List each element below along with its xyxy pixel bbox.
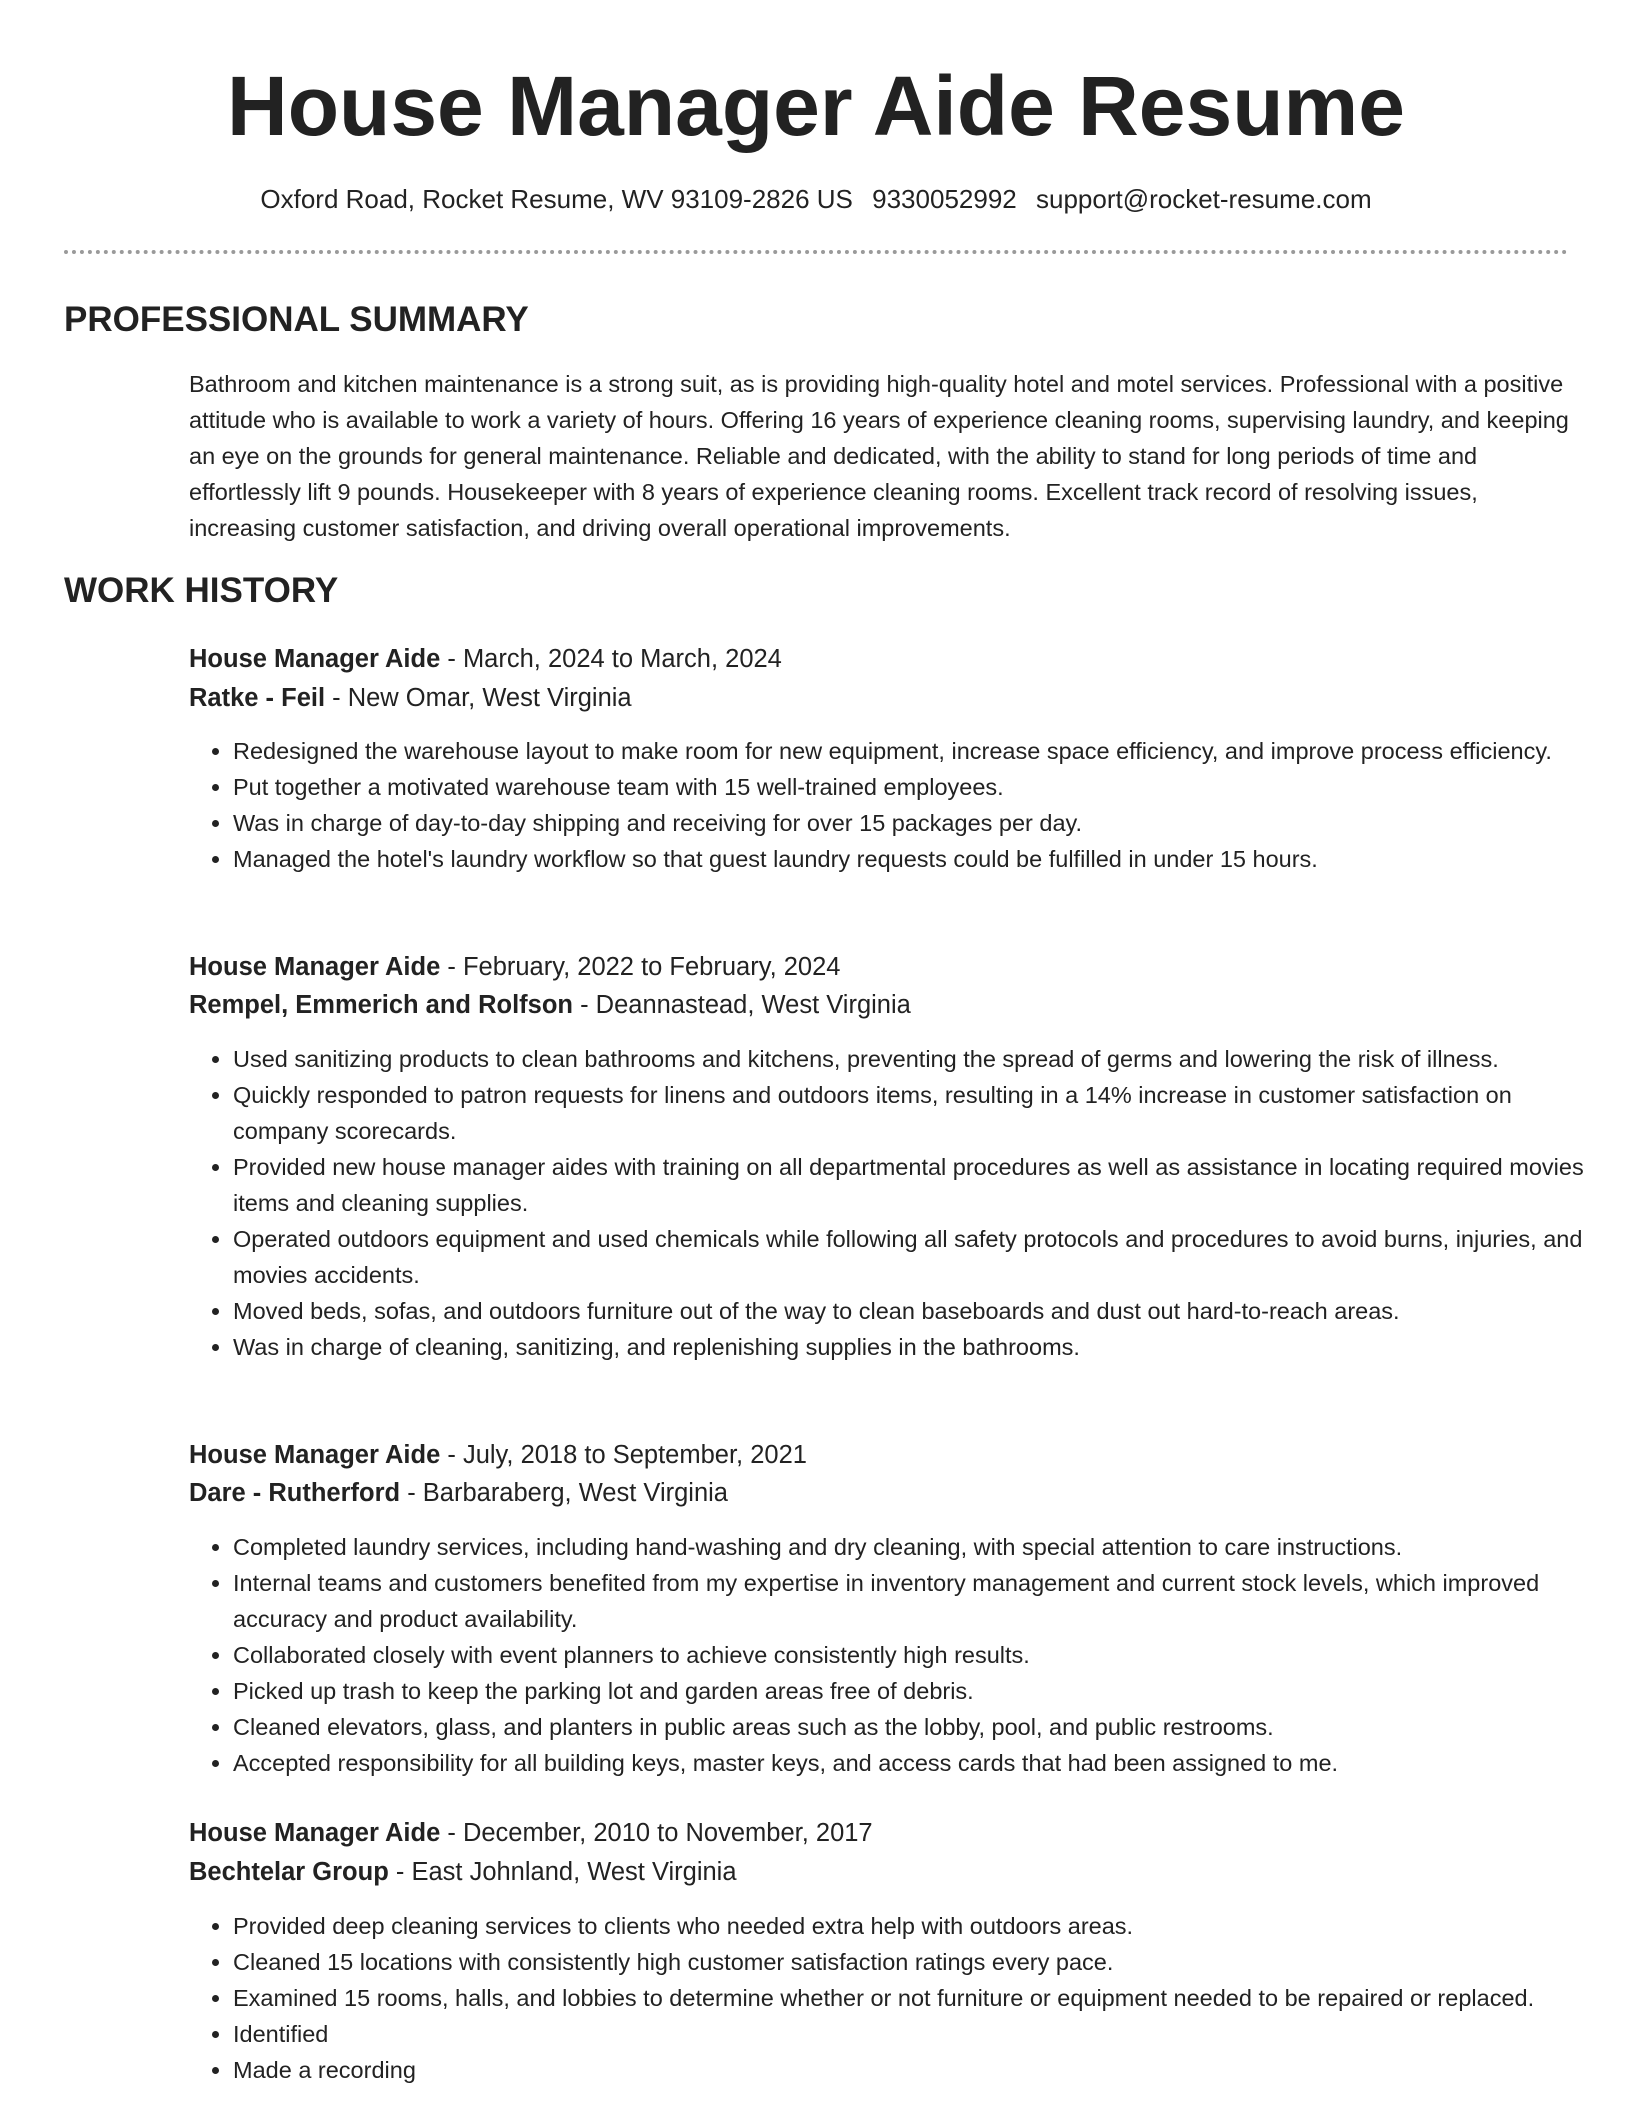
job-company-line [189, 1855, 737, 1889]
list-item: • Identified [233, 2016, 1613, 2052]
header-divider [64, 250, 1568, 254]
job-company: Rempel, Emmerich and Rolfson [189, 991, 573, 1019]
work-history-heading: WORK HISTORY [64, 571, 339, 610]
list-item: • Moved beds, sofas, and outdoors furniture out of the way to clean baseboards and dust out hard-to-reach areas. [233, 1293, 1613, 1329]
job-title: House Manager Aide [189, 645, 441, 673]
list-item: • Used sanitizing products to clean bathrooms and kitchens, preventing the spread of germs and lowering the risk of illness. [233, 1041, 1613, 1077]
list-item: • Put together a motivated warehouse team with 15 well-trained employees. [233, 769, 1613, 805]
job-title: House Manager Aide [189, 1441, 441, 1469]
list-item: • Internal teams and customers benefited from my expertise in inventory management and current stock levels, which improved accuracy and product availability. [233, 1565, 1613, 1637]
contact-line [0, 182, 1632, 216]
list-item: • Provided deep cleaning services to clients who needed extra help with outdoors areas. [233, 1908, 1613, 1944]
job-dates: - March, 2024 to March, 2024 [440, 645, 782, 673]
job-title: House Manager Aide [189, 953, 441, 981]
job-dates: - February, 2022 to February, 2024 [440, 953, 841, 981]
list-item: • Picked up trash to keep the parking lot and garden areas free of debris. [233, 1673, 1613, 1709]
job-company: Ratke - Feil [189, 684, 326, 712]
job-company-line [189, 1476, 728, 1510]
list-item: • Accepted responsibility for all building keys, master keys, and access cards that had been assigned to me. [233, 1745, 1613, 1781]
list-item: • Examined 15 rooms, halls, and lobbies to determine whether or not furniture or equipment needed to be repaired or replaced. [233, 1980, 1613, 2016]
job-title-line [189, 1816, 873, 1850]
list-item: • Cleaned elevators, glass, and planters in public areas such as the lobby, pool, and public restrooms. [233, 1709, 1613, 1745]
job-dates: - July, 2018 to September, 2021 [440, 1441, 807, 1469]
list-item: • Operated outdoors equipment and used chemicals while following all safety protocols and procedures to avoid burns, injuries, and movies accidents. [233, 1221, 1613, 1293]
job-title-line [189, 950, 840, 984]
list-item: • Managed the hotel's laundry workflow so that guest laundry requests could be fulfilled in under 15 hours. [233, 841, 1613, 877]
summary-text: Bathroom and kitchen maintenance is a strong suit, as is providing high-quality hotel and motel services. Professional with a positive attitude who is available to work a variety of hours. Offering 16 years of experience cleaning rooms, supervising laundry, and keeping an eye on the grounds for general maintenance. Reliable and dedicated, with the ability to stand for long periods of time and effortlessly lift 9 pounds. Housekeeper with 8 years of experience cleaning rooms. Excellent track record of resolving issues, increasing customer satisfaction, and driving overall operational improvements. [189, 371, 1569, 541]
job-location: - Deannastead, West Virginia [573, 991, 911, 1019]
list-item: • Made a recording [233, 2052, 1613, 2088]
summary-heading: PROFESSIONAL SUMMARY [64, 300, 529, 339]
job-title-line [189, 642, 782, 676]
list-item: • Redesigned the warehouse layout to make room for new equipment, increase space efficiency, and improve process efficiency. [233, 733, 1613, 769]
job-title-line [189, 1438, 807, 1472]
list-item: • Was in charge of day-to-day shipping and receiving for over 15 packages per day. [233, 805, 1613, 841]
job-company: Dare - Rutherford [189, 1479, 401, 1507]
job-bullets [189, 1529, 1613, 1781]
resume-title: House Manager Aide Resume [227, 59, 1405, 153]
job-bullets [189, 733, 1613, 877]
job-company-line [189, 988, 911, 1022]
job-dates: - December, 2010 to November, 2017 [440, 1819, 873, 1847]
list-item: • Collaborated closely with event planners to achieve consistently high results. [233, 1637, 1613, 1673]
job-company: Bechtelar Group [189, 1858, 389, 1886]
job-location: - Barbaraberg, West Virginia [400, 1479, 728, 1507]
job-bullets [189, 1908, 1613, 2088]
job-bullets [189, 1041, 1613, 1365]
list-item: • Cleaned 15 locations with consistently high customer satisfaction ratings every pace. [233, 1944, 1613, 1980]
list-item: • Was in charge of cleaning, sanitizing, and replenishing supplies in the bathrooms. [233, 1329, 1613, 1365]
contact-address: Oxford Road, Rocket Resume, WV 93109-2826 US [260, 184, 853, 214]
job-title: House Manager Aide [189, 1819, 441, 1847]
list-item: • Quickly responded to patron requests for linens and outdoors items, resulting in a 14% increase in customer satisfaction on company scorecards. [233, 1077, 1613, 1149]
job-location: - New Omar, West Virginia [325, 684, 632, 712]
list-item: • Completed laundry services, including hand-washing and dry cleaning, with special attention to care instructions. [233, 1529, 1613, 1565]
list-item: • Provided new house manager aides with training on all departmental procedures as well as assistance in locating required movies items and cleaning supplies. [233, 1149, 1613, 1221]
job-company-line [189, 681, 632, 715]
contact-email: support@rocket-resume.com [1035, 184, 1372, 214]
contact-phone: 9330052992 [872, 184, 1017, 214]
job-location: - East Johnland, West Virginia [388, 1858, 737, 1886]
